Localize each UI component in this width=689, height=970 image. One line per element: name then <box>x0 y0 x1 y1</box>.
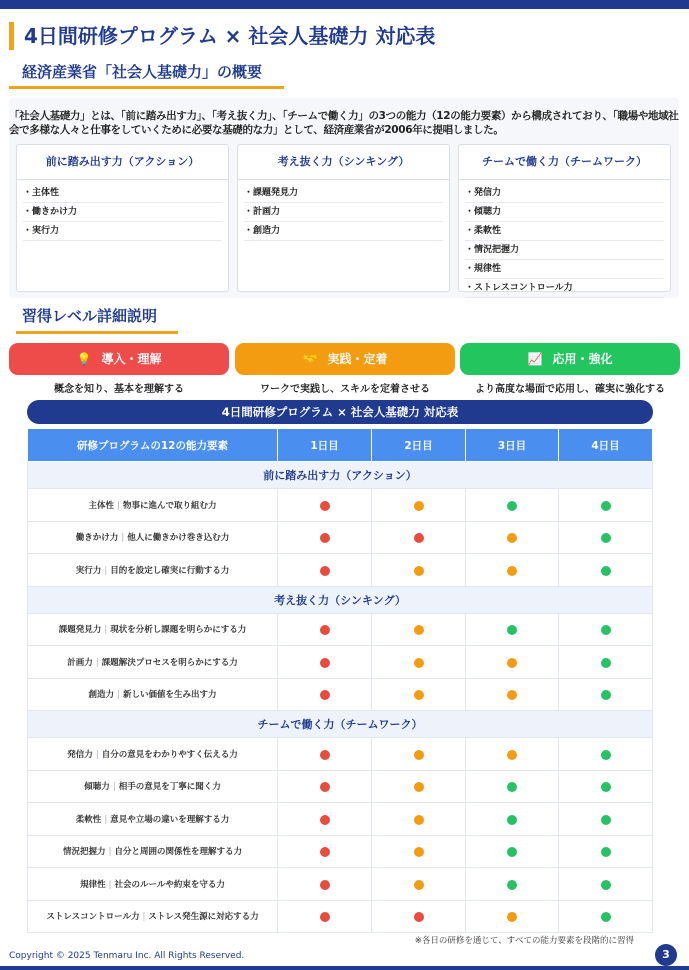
table-row <box>28 803 653 836</box>
table-row <box>28 613 653 646</box>
day-level-cell <box>466 835 559 868</box>
separator: | <box>104 625 108 636</box>
copyright: Copyright © 2025 Tenmaru Inc. All Rights Reserved. <box>9 951 245 961</box>
ability-element-name: 計画力 <box>67 657 93 668</box>
table-row <box>28 521 653 554</box>
level-dot-red <box>320 533 330 543</box>
day-level-cell <box>466 521 559 554</box>
day-level-cell <box>559 613 653 646</box>
ability-element-desc: 他人に働きかけ巻き込む力 <box>127 533 230 544</box>
ability-element: ・ 主体性 <box>23 184 222 203</box>
level-dot-green <box>601 658 611 668</box>
separator: | <box>112 782 116 793</box>
matrix-banner: 4日間研修プログラム × 社会人基礎力 対応表 <box>27 400 653 424</box>
level-dot-red <box>320 625 330 635</box>
group-name-cell: 前に踏み出す力（アクション） <box>28 462 653 489</box>
level-dot-orange <box>507 750 517 760</box>
ability-element-desc: 目的を設定し確実に行動する力 <box>110 565 230 576</box>
level-intro-desc: 概念を知り、基本を理解する <box>54 384 184 395</box>
day-level-cell <box>372 554 466 587</box>
day-level-cell <box>372 900 466 933</box>
level-dot-green <box>601 847 611 857</box>
ability-card-teamwork <box>458 144 671 292</box>
ability-element-name: 創造力 <box>88 690 115 701</box>
level-dot-green <box>601 501 611 511</box>
overview-intro-text: 「社会人基礎力」とは、「前に踏み出す力」、「考え抜く力」、「チームで働く力」の3つの能力（12の能力要素）から構成されており、「職場や地域社会で多様な人々と仕事をしていくために必要な基礎的な力」として、経済産業省が2006年に提唱しました。 <box>9 110 679 136</box>
page-title: 4日間研修プログラム × 社会人基礎力 対応表 <box>24 24 436 48</box>
group-name-cell: チームで働く力（チームワーク） <box>28 711 653 738</box>
level-dot-green <box>601 566 611 576</box>
day-level-cell <box>559 521 653 554</box>
table-row <box>28 900 653 933</box>
ability-element-cell <box>28 900 278 933</box>
level-dot-orange <box>507 566 517 576</box>
level-dot-green <box>601 782 611 792</box>
table-row <box>28 738 653 771</box>
separator: | <box>104 565 108 576</box>
ability-element-name: 傾聴力 <box>84 782 110 793</box>
day-level-cell <box>559 489 653 522</box>
footnote: ※各日の研修を通じて、すべての能力要素を段階的に習得 <box>414 936 634 946</box>
day-level-cell <box>466 646 559 679</box>
ability-element-desc: 課題解決プロセスを明らかにする力 <box>101 657 238 668</box>
ability-element-desc: 物事に進んで取り組む力 <box>122 500 217 511</box>
ability-card-action <box>16 144 229 292</box>
level-dot-red <box>414 912 424 922</box>
ability-element: ・ 情況把握力 <box>465 241 664 260</box>
ability-element-cell <box>28 678 278 711</box>
level-dot-red <box>320 815 330 825</box>
chart-line-icon: 📈 <box>527 352 543 366</box>
level-dot-orange <box>414 880 424 890</box>
level-dot-red <box>320 880 330 890</box>
ability-element-list <box>459 184 670 298</box>
ability-element-name: 実行力 <box>75 565 102 576</box>
day-level-cell <box>372 521 466 554</box>
day-level-cell <box>466 900 559 933</box>
ability-element: ・ 創造力 <box>244 222 443 241</box>
level-practice-badge <box>235 343 455 375</box>
overview-heading-underline <box>9 86 284 89</box>
table-row <box>28 770 653 803</box>
ability-element-cell <box>28 646 278 679</box>
lightbulb-icon: 💡 <box>76 352 92 366</box>
ability-element-cell <box>28 803 278 836</box>
ability-element: ・ 傾聴力 <box>465 203 664 222</box>
ability-element-name: 柔軟性 <box>75 814 102 825</box>
ability-element: ・ 発信力 <box>465 184 664 203</box>
ability-element-desc: 相手の意見を丁寧に聞く力 <box>118 782 221 793</box>
separator: | <box>95 749 99 760</box>
level-intro-badge <box>9 343 229 375</box>
level-dot-orange <box>414 782 424 792</box>
level-dot-green <box>601 690 611 700</box>
level-label: 導入・理解 <box>101 352 162 366</box>
separator: | <box>108 847 112 858</box>
table-row <box>28 554 653 587</box>
day-level-cell <box>466 738 559 771</box>
group-name-cell: 考え抜く力（シンキング） <box>28 586 653 613</box>
level-label: 実践・定着 <box>327 352 388 366</box>
level-dot-orange <box>507 658 517 668</box>
levels-heading: 習得レベル詳細説明 <box>22 307 158 325</box>
ability-card-title: 前に踏み出す力（アクション） <box>17 145 228 180</box>
table-row <box>28 646 653 679</box>
day-level-cell <box>372 489 466 522</box>
ability-element: ・ 計画力 <box>244 203 443 222</box>
ability-element-name: ストレスコントロール力 <box>46 912 140 923</box>
title-accent-bar <box>9 22 14 50</box>
day-level-cell <box>372 613 466 646</box>
level-advanced-badge <box>460 343 680 375</box>
level-dot-green <box>601 625 611 635</box>
separator: | <box>121 533 125 544</box>
day-level-cell <box>466 868 559 901</box>
day-level-cell <box>372 835 466 868</box>
ability-element: ・ 働きかけ力 <box>23 203 222 222</box>
level-dot-red <box>320 690 330 700</box>
day-level-cell <box>372 803 466 836</box>
separator: | <box>104 814 108 825</box>
ability-element-desc: 社会のルールや約束を守る力 <box>114 879 225 890</box>
ability-card-title: チームで働く力（チームワーク） <box>459 145 670 180</box>
separator: | <box>108 879 112 890</box>
level-dot-orange <box>414 501 424 511</box>
ability-element-desc: 新しい価値を生み出す力 <box>122 690 217 701</box>
level-dot-green <box>601 533 611 543</box>
level-dot-red <box>320 750 330 760</box>
ability-card-title: 考え抜く力（シンキング） <box>238 145 449 180</box>
ability-element-name: 情況把握力 <box>63 847 106 858</box>
day-level-cell <box>278 900 372 933</box>
day-level-cell <box>372 678 466 711</box>
ability-element: ・ 柔軟性 <box>465 222 664 241</box>
level-dot-green <box>601 880 611 890</box>
day-level-cell <box>372 868 466 901</box>
separator: | <box>117 690 120 701</box>
handshake-icon: 🤝 <box>302 352 318 366</box>
day-level-cell <box>466 554 559 587</box>
day-level-cell <box>466 489 559 522</box>
level-dot-green <box>601 912 611 922</box>
ability-element-list <box>17 184 228 241</box>
day-level-cell <box>559 868 653 901</box>
day-level-cell <box>278 613 372 646</box>
level-dot-orange <box>414 625 424 635</box>
level-dot-red <box>320 566 330 576</box>
ability-element-name: 発信力 <box>67 749 93 760</box>
level-dot-orange <box>414 690 424 700</box>
separator: | <box>142 912 146 923</box>
day-level-cell <box>466 770 559 803</box>
header-day-cell: 3日目 <box>466 429 559 462</box>
level-dot-orange <box>507 533 517 543</box>
header-day-cell: 4日目 <box>559 429 653 462</box>
day-level-cell <box>466 678 559 711</box>
level-dot-green <box>507 815 517 825</box>
day-level-cell <box>372 738 466 771</box>
level-dot-red <box>320 912 330 922</box>
level-dot-green <box>507 847 517 857</box>
ability-element-desc: ストレス発生源に対応する力 <box>148 912 259 923</box>
level-dot-orange <box>414 658 424 668</box>
matrix-group-row <box>28 586 653 613</box>
ability-element-name: 主体性 <box>88 500 115 511</box>
level-dot-orange <box>507 912 517 922</box>
day-level-cell <box>372 770 466 803</box>
ability-element: ・ 実行力 <box>23 222 222 241</box>
table-row <box>28 489 653 522</box>
ability-element-cell <box>28 868 278 901</box>
ability-element-cell <box>28 835 278 868</box>
top-bar <box>0 0 689 9</box>
level-dot-green <box>507 625 517 635</box>
day-level-cell <box>278 678 372 711</box>
table-row <box>28 868 653 901</box>
ability-element-cell <box>28 613 278 646</box>
day-level-cell <box>466 613 559 646</box>
day-level-cell <box>278 521 372 554</box>
day-level-cell <box>278 738 372 771</box>
ability-element-name: 規律性 <box>80 879 106 890</box>
separator: | <box>117 500 120 511</box>
day-level-cell <box>278 489 372 522</box>
levels-heading-underline <box>16 331 178 334</box>
day-level-cell <box>278 803 372 836</box>
level-dot-green <box>601 750 611 760</box>
day-level-cell <box>278 868 372 901</box>
ability-element: ・ ストレスコントロール力 <box>465 279 664 298</box>
level-dot-red <box>320 847 330 857</box>
day-level-cell <box>372 646 466 679</box>
level-dot-orange <box>414 750 424 760</box>
ability-element-desc: 現状を分析し課題を明らかにする力 <box>110 625 247 636</box>
ability-element-list <box>238 184 449 241</box>
matrix-header-row <box>28 429 653 462</box>
day-level-cell <box>278 554 372 587</box>
ability-element-cell <box>28 770 278 803</box>
program-matrix-table <box>27 428 653 933</box>
separator: | <box>95 657 99 668</box>
day-level-cell <box>559 678 653 711</box>
day-level-cell <box>278 770 372 803</box>
ability-element: ・ 課題発見力 <box>244 184 443 203</box>
day-level-cell <box>559 554 653 587</box>
table-row <box>28 835 653 868</box>
ability-element-desc: 自分と周囲の関係性を理解する力 <box>114 847 242 858</box>
ability-element-name: 課題発見力 <box>58 625 102 636</box>
day-level-cell <box>559 900 653 933</box>
day-level-cell <box>278 646 372 679</box>
day-level-cell <box>559 770 653 803</box>
level-dot-red <box>414 533 424 543</box>
overview-heading: 経済産業省「社会人基礎力」の概要 <box>22 63 263 81</box>
ability-element-desc: 意見や立場の違いを理解する力 <box>110 814 230 825</box>
matrix-group-row <box>28 711 653 738</box>
level-dot-red <box>320 658 330 668</box>
day-level-cell <box>559 835 653 868</box>
header-day-cell: 1日目 <box>278 429 372 462</box>
ability-element-name: 働きかけ力 <box>75 533 119 544</box>
day-level-cell <box>559 803 653 836</box>
day-level-cell <box>466 803 559 836</box>
level-dot-orange <box>414 847 424 857</box>
day-level-cell <box>559 646 653 679</box>
ability-element-cell <box>28 489 278 522</box>
level-practice-desc: ワークで実践し、スキルを定着させる <box>260 384 430 395</box>
ability-element: ・ 規律性 <box>465 260 664 279</box>
level-dot-orange <box>507 690 517 700</box>
header-day-cell: 2日目 <box>372 429 466 462</box>
day-level-cell <box>559 738 653 771</box>
level-advanced-desc: より高度な場面で応用し、確実に強化する <box>475 384 665 395</box>
ability-element-cell <box>28 554 278 587</box>
day-level-cell <box>278 835 372 868</box>
header-item-cell: 研修プログラムの12の能力要素 <box>28 429 278 462</box>
ability-element-desc: 自分の意見をわかりやすく伝える力 <box>101 749 238 760</box>
table-row <box>28 678 653 711</box>
level-label: 応用・強化 <box>552 352 613 366</box>
bottom-bar <box>0 966 689 970</box>
level-dot-orange <box>414 566 424 576</box>
ability-card-thinking <box>237 144 450 292</box>
level-dot-green <box>507 501 517 511</box>
matrix-body <box>28 462 653 933</box>
matrix-group-row <box>28 462 653 489</box>
page-number: 3 <box>655 944 677 966</box>
level-dot-red <box>320 782 330 792</box>
level-dot-red <box>320 501 330 511</box>
level-dot-green <box>601 815 611 825</box>
ability-element-cell <box>28 738 278 771</box>
level-dot-green <box>507 880 517 890</box>
level-dot-green <box>507 782 517 792</box>
level-dot-orange <box>414 815 424 825</box>
ability-element-cell <box>28 521 278 554</box>
